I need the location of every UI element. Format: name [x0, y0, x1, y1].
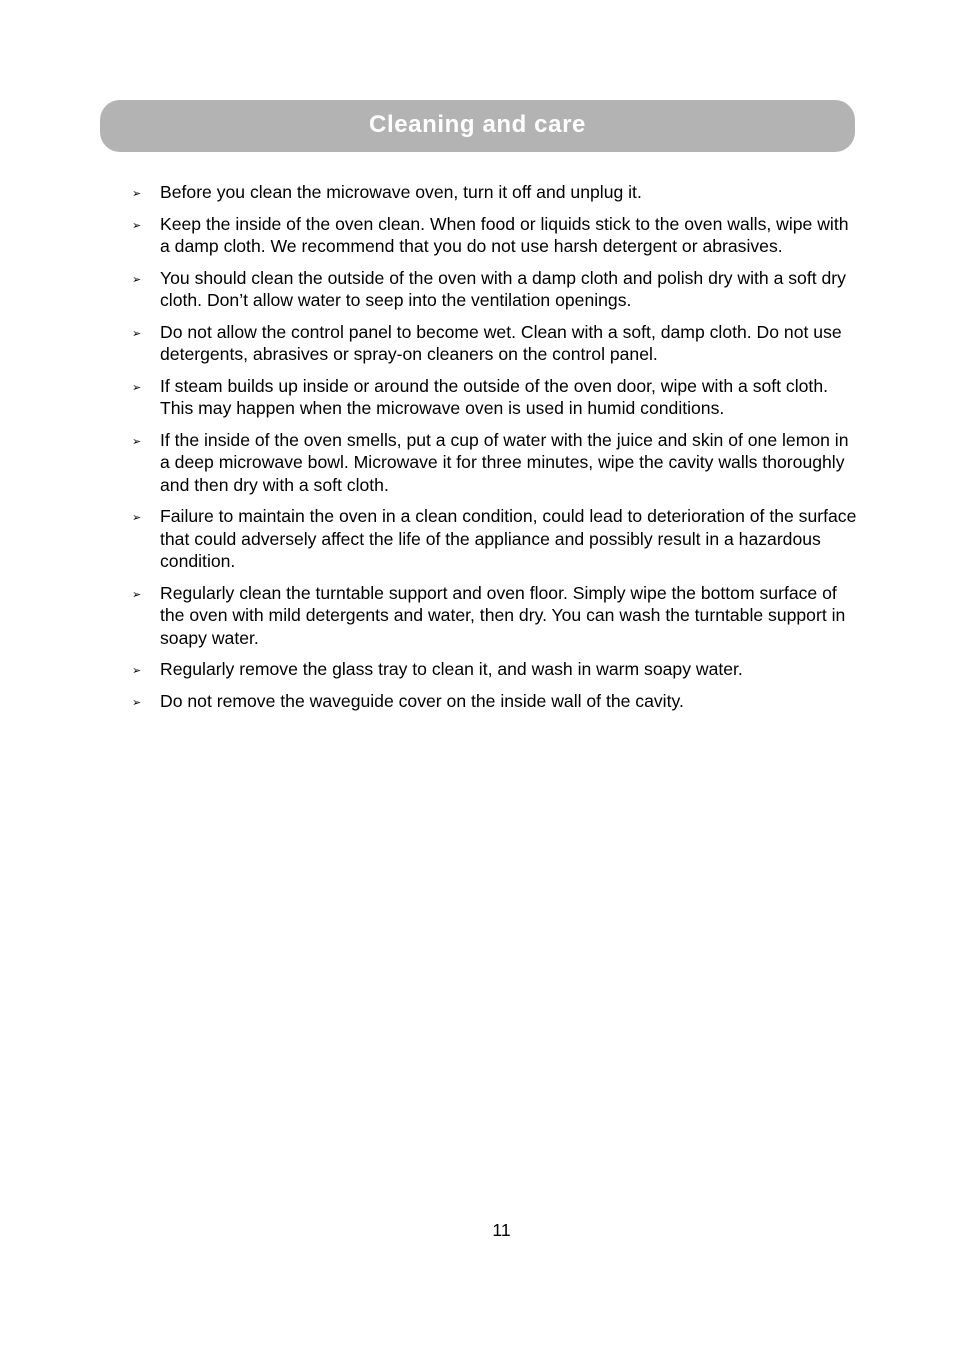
list-item-text: If the inside of the oven smells, put a cup of water with the juice and skin of one lemon in a deep microwave bowl. Microwave it for three minutes, wipe the cavity walls thoroughly and then dry with a soft cloth.: [160, 429, 849, 495]
arrow-bullet-icon: ➢: [132, 512, 142, 524]
list-item-text: Do not remove the waveguide cover on the inside wall of the cavity.: [160, 690, 684, 711]
list-item-text: Regularly clean the turntable support and oven floor. Simply wipe the bottom surface of the oven with mild detergents and water, then dry. You can wash the turntable support in soapy water.: [160, 582, 846, 648]
list-item-text: Do not allow the control panel to become wet. Clean with a soft, damp cloth. Do not use detergents, abrasives or spray-on cleaners on the control panel.: [160, 321, 842, 364]
section-header: [100, 100, 855, 152]
list-item: [130, 429, 858, 497]
list-item: [130, 267, 858, 312]
list-item-text: Before you clean the microwave oven, turn it off and unplug it.: [160, 182, 642, 202]
arrow-bullet-icon: ➢: [132, 327, 142, 340]
list-item: [130, 505, 858, 573]
arrow-bullet-icon: ➢: [132, 665, 142, 677]
list-item-text: Regularly remove the glass tray to clean it, and wash in warm soapy water.: [160, 659, 743, 679]
arrow-bullet-icon: ➢: [132, 696, 142, 709]
list-item: [130, 181, 858, 204]
list-item-text: Keep the inside of the oven clean. When food or liquids stick to the oven walls, wipe with a damp cloth. We recommend that you do not use harsh detergent or abrasives.: [160, 213, 849, 256]
list-item: [130, 213, 858, 258]
list-item: [130, 321, 858, 366]
list-item-text: Failure to maintain the oven in a clean condition, could lead to deterioration of the surface that could adversely affect the life of the appliance and possibly result in a hazardous condition.: [160, 506, 857, 571]
list-item: [130, 690, 858, 713]
list-item-text: If steam builds up inside or around the outside of the oven door, wipe with a soft cloth. This may happen when the microwave oven is used in humid conditions.: [160, 375, 828, 418]
arrow-bullet-icon: ➢: [132, 588, 142, 601]
arrow-bullet-icon: ➢: [132, 188, 142, 200]
arrow-bullet-icon: ➢: [132, 381, 142, 394]
page-number: 11: [492, 1220, 511, 1240]
list-item-text: You should clean the outside of the oven with a damp cloth and polish dry with a soft dry cloth. Don’t allow water to seep into the ventilation openings.: [160, 267, 846, 310]
arrow-bullet-icon: ➢: [132, 273, 142, 286]
list-item: [130, 582, 858, 650]
page-title: Cleaning and care: [369, 111, 586, 138]
list-item: [130, 658, 858, 681]
list-item: [130, 375, 858, 420]
care-instructions-list: [130, 181, 858, 721]
arrow-bullet-icon: ➢: [132, 219, 142, 232]
arrow-bullet-icon: ➢: [132, 435, 142, 448]
